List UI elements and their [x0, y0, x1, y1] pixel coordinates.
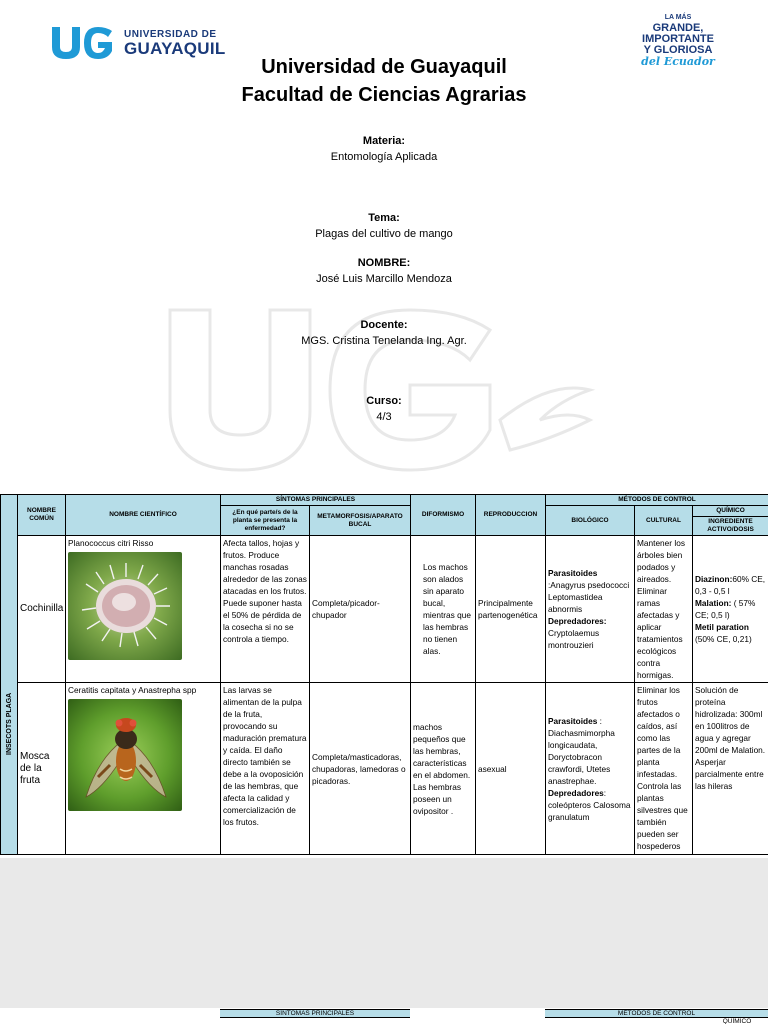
parasitoides-text: : Diachasmimorpha longicaudata, Doryctobracon crawfordi, Utetes anastrephae. — [548, 715, 615, 786]
cochinilla-photo — [68, 552, 182, 660]
materia-label: Materia: — [362, 135, 406, 147]
header-metamorfosis: METAMORFOSIS/APARATO BUCAL — [310, 506, 411, 536]
chem-3-label: Metil paration — [695, 622, 749, 632]
page2-metodos-group: MÉTODOS DE CONTROL — [545, 1009, 768, 1018]
chemical-control-cell: Solución de proteína hidrolizada: 300ml en 100litros de agua y agregar 200ml de Malation. Asperjar parcialmente entre las hileras — [693, 683, 768, 855]
nombre-value: José Luis Marcillo Mendoza — [316, 273, 452, 285]
parasitoides-label: Parasitoides — [548, 715, 598, 726]
scientific-name: Ceratitis capitata y Anastrepha spp — [68, 685, 197, 695]
parasitoides-label: Parasitoides — [548, 568, 598, 578]
reproduction-cell: asexual — [476, 683, 546, 855]
header-reproduccion: REPRODUCCION — [476, 495, 546, 536]
metamorphosis-cell: Completa/masticadoras, chupadoras, lamedoras o picadoras. — [310, 683, 411, 855]
materia-value: Entomología Aplicada — [330, 151, 438, 163]
scientific-name-cell — [66, 536, 221, 683]
header-metodos-group: MÉTODOS DE CONTROL — [546, 495, 768, 506]
fruit-fly-icon — [68, 699, 182, 811]
slogan-line3: IMPORTANTE — [642, 33, 714, 45]
nombre-label: NOMBRE: — [357, 257, 411, 269]
curso-value: 4/3 — [376, 411, 392, 423]
header-parte: ¿En qué parte/s de la planta se presenta la enfermedad? — [221, 506, 310, 536]
tema-label: Tema: — [368, 212, 400, 224]
dimorphism-cell: machos pequeños que las hembras, características en el abdomen. Las hembras poseen un ovipositor . — [411, 683, 476, 855]
tema-value: Plagas del cultivo de mango — [315, 228, 453, 240]
side-label-cell — [1, 495, 18, 855]
biological-control-cell — [546, 683, 635, 855]
chem-1-label: Diazinon: — [695, 574, 733, 584]
header-nombre-comun: NOMBRE COMÚN — [18, 495, 66, 536]
parasitoides-text: :Anagyrus psedococci Leptomastidea abnormis — [548, 580, 630, 614]
scientific-name: Planococcus citri Risso — [68, 538, 154, 548]
curso-label: Curso: — [366, 395, 402, 407]
cultural-control-cell: Mantener los árboles bien podados y aireados. Eliminar ramas afectadas y aplicar tratamientos ecológicos contra hormigas. — [635, 536, 693, 683]
depredadores-text: Cryptolaemus montrouzieri — [548, 628, 600, 650]
metamorphosis-cell: Completa/picador-chupador — [310, 536, 411, 683]
depredadores-label: Depredadores — [548, 787, 604, 798]
header-quimico: QUÍMICO — [693, 506, 768, 517]
depredadores-text: : coleópteros Calosoma granulatum — [548, 787, 631, 822]
chem-2-dose: ( 57% CE; 0,5 l) — [695, 598, 756, 620]
header-ingrediente: INGREDIENTE ACTIVO/DOSIS — [693, 517, 768, 536]
common-name-cell: Cochinilla — [18, 536, 66, 683]
fruit-fly-photo — [68, 699, 182, 811]
chem-2-label: Malation: — [695, 598, 732, 608]
scientific-name-cell — [66, 683, 221, 855]
page2-sintomas-group: SÍNTOMAS PRINCIPALES — [220, 1009, 410, 1018]
slogan-line1: LA MÁS — [664, 14, 692, 21]
header-diformismo: DIFORMISMO — [411, 495, 476, 536]
common-name-cell: Mosca de la fruta — [18, 683, 66, 855]
table-row — [1, 683, 768, 855]
biological-control-cell — [546, 536, 635, 683]
logo-line2: GUAYAQUIL — [124, 39, 226, 58]
side-label: INSECOTS PLAGA — [5, 692, 13, 755]
header-sintomas-group: SÍNTOMAS PRINCIPALES — [221, 495, 411, 506]
symptoms-cell: Afecta tallos, hojas y frutos. Produce manchas rosadas alrededor de las zonas atacadas en los frutos. Puede suponer hasta el 50% de pérdida de la cosecha si no se controla a tiempo. — [221, 536, 310, 683]
slogan-line4: Y GLORIOSA — [643, 44, 713, 56]
title-line2: Facultad de Ciencias Agrarias — [241, 84, 527, 106]
mealybug-icon — [68, 552, 182, 660]
symptoms-cell: Las larvas se alimentan de la pulpa de la fruta, provocando su maduración prematura y caída. El daño directo también se debe a la ovoposición de las hembras, que afecta la calidad y comercialización de los frutos. — [221, 683, 310, 855]
logo-line1: UNIVERSIDAD DE — [124, 29, 217, 40]
cultural-control-cell: Eliminar los frutos afectados o caídos, así como las partes de la planta infestadas. Controla las plantas silvestres que también pueden ser hospederos — [635, 683, 693, 855]
table-row — [1, 536, 768, 683]
reproduction-cell: Principalmente partenogenética — [476, 536, 546, 683]
slogan-line2: GRANDE, — [652, 22, 704, 34]
depredadores-label: Depredadores: — [548, 616, 607, 626]
pest-table — [0, 494, 768, 855]
chem-3-dose: (50% CE, 0,21) — [695, 634, 752, 644]
chem-1-dose: 60% CE, 0,3 - 0,5 l — [695, 574, 766, 596]
page2-quimico: QUÍMICO — [722, 1018, 752, 1024]
chemical-control-cell — [693, 536, 768, 683]
slogan-line5: del Ecuador — [641, 55, 715, 68]
header-cultural: CULTURAL — [635, 506, 693, 536]
dimorphism-cell: Los machos son alados sin aparato bucal, mientras que las hembras no tienen alas. — [411, 536, 476, 683]
header-biologico: BIOLÓGICO — [546, 506, 635, 536]
docente-label: Docente: — [360, 319, 408, 331]
next-page-preview — [0, 1008, 768, 1024]
header-nombre-cientifico: NOMBRE CIENTÍFICO — [66, 495, 221, 536]
title-line1: Universidad de Guayaquil — [261, 56, 507, 78]
docente-value: MGS. Cristina Tenelanda Ing. Agr. — [301, 335, 467, 347]
